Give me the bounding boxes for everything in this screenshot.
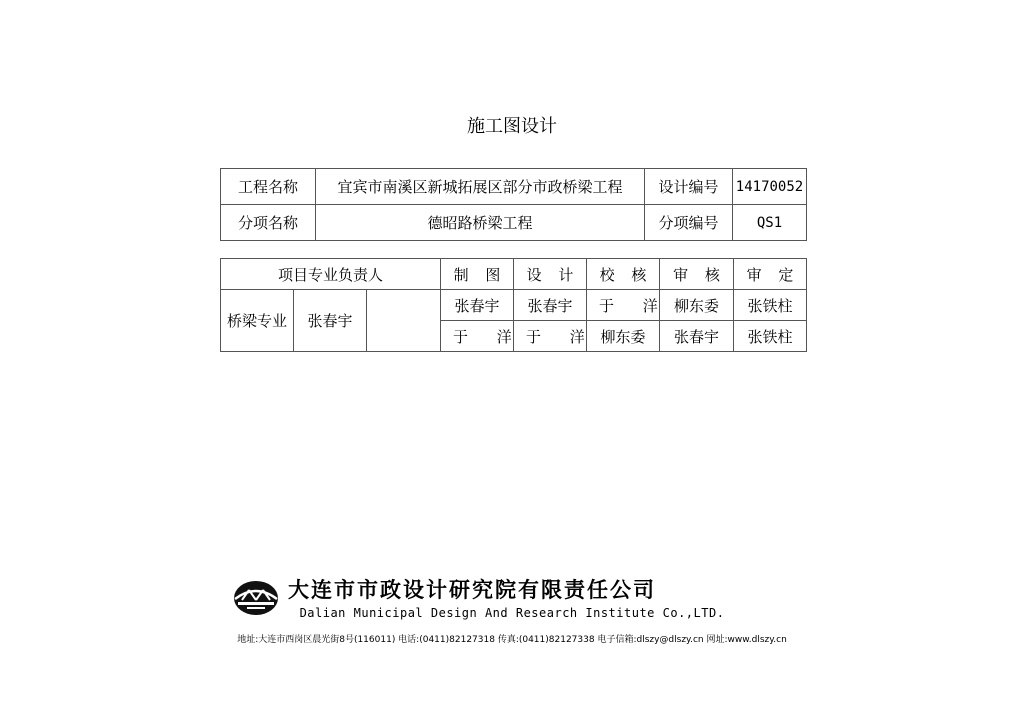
drawing-name: 于 洋	[441, 321, 514, 352]
design-number-label: 设计编号	[645, 169, 733, 205]
page-title: 施工图设计	[467, 116, 557, 137]
header-approve: 审 定	[734, 259, 807, 290]
header-review: 审 核	[660, 259, 734, 290]
company-name-english: Dalian Municipal Design And Research Institute Co.,LTD.	[299, 606, 725, 620]
design-number-value: 14170052	[733, 169, 807, 205]
item-name-value: 德昭路桥梁工程	[316, 205, 645, 241]
drawing-name: 张春宇	[441, 290, 514, 321]
discipline-cell: 桥梁专业	[221, 290, 294, 352]
header-design: 设 计	[514, 259, 587, 290]
empty-signature-cell	[367, 290, 441, 352]
design-name: 张春宇	[514, 290, 587, 321]
approve-name: 张铁柱	[734, 290, 807, 321]
review-name: 柳东委	[660, 290, 734, 321]
signature-table	[220, 258, 807, 352]
contact-footer: 地址:大连市西岗区晨光街8号(116011) 电话:(0411)82127318 传真:(0411)82127338 电子信箱:dlszy@dlszy.cn 网址:www.dlszy.cn	[237, 635, 787, 645]
table-row	[221, 259, 807, 290]
item-number-label: 分项编号	[645, 205, 733, 241]
table-row	[221, 290, 807, 321]
approve-name: 张铁柱	[734, 321, 807, 352]
header-drawing: 制 图	[441, 259, 514, 290]
header-responsible-person: 项目专业负责人	[221, 259, 441, 290]
check-name: 柳东委	[587, 321, 660, 352]
project-name-value: 宜宾市南溪区新城拓展区部分市政桥梁工程	[316, 169, 645, 205]
header-check: 校 核	[587, 259, 660, 290]
company-name-chinese: 大连市市政设计研究院有限责任公司	[288, 578, 656, 602]
table-row	[221, 169, 807, 205]
check-name: 于 洋	[587, 290, 660, 321]
review-name: 张春宇	[660, 321, 734, 352]
project-name-label: 工程名称	[221, 169, 316, 205]
design-name: 于 洋	[514, 321, 587, 352]
table-row	[221, 205, 807, 241]
project-info-table	[220, 168, 807, 241]
item-name-label: 分项名称	[221, 205, 316, 241]
responsible-person-cell: 张春宇	[294, 290, 367, 352]
item-number-value: QS1	[733, 205, 807, 241]
